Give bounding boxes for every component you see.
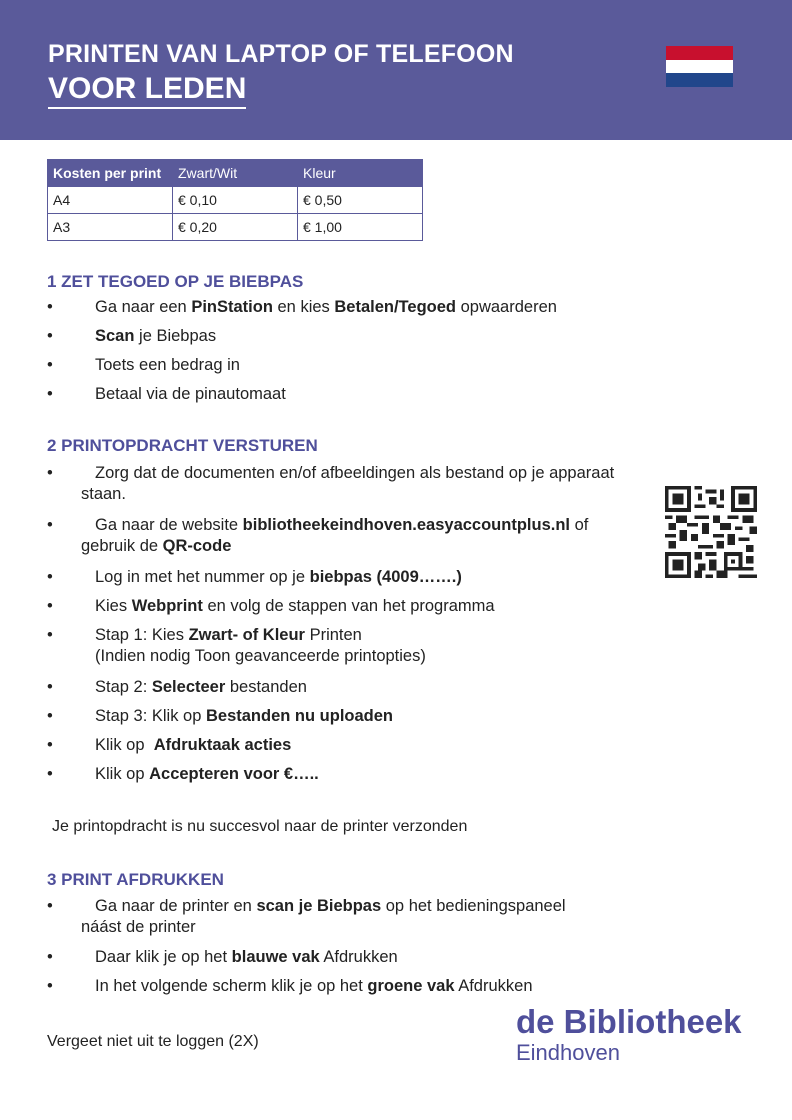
bullet: •	[47, 516, 53, 534]
library-logo-subtitle: Eindhoven	[516, 1040, 620, 1065]
table-row	[48, 187, 423, 214]
confirmation-text: Je printopdracht is nu succesvol naar de printer verzonden	[52, 818, 468, 835]
bullet: •	[47, 356, 53, 374]
bullet: •	[47, 464, 53, 482]
table-row	[48, 214, 423, 241]
table-header-cell: Zwart/Wit	[173, 160, 298, 187]
bullet: •	[47, 977, 53, 995]
footer-note: Vergeet niet uit te loggen (2X)	[47, 1033, 259, 1050]
bullet: •	[47, 327, 53, 345]
bullet: •	[47, 897, 53, 915]
section3-title: 3 PRINT AFDRUKKEN	[47, 870, 224, 889]
table-cell: € 0,20	[173, 214, 298, 241]
table-cell: A4	[48, 187, 173, 214]
section2-title: 2 PRINTOPDRACHT VERSTUREN	[47, 436, 318, 455]
bullet: •	[47, 597, 53, 615]
bullet: •	[47, 736, 53, 754]
table-cell: € 0,50	[298, 187, 423, 214]
bullet: •	[47, 385, 53, 403]
bullet: •	[47, 626, 53, 644]
table-cell: € 0,10	[173, 187, 298, 214]
table-cell: A3	[48, 214, 173, 241]
bullet: •	[47, 948, 53, 966]
bullet: •	[47, 298, 53, 316]
library-logo: de Bibliotheek	[516, 1003, 742, 1040]
dutch-flag-icon	[666, 46, 733, 87]
section1-title: 1 ZET TEGOED OP JE BIEBPAS	[47, 272, 304, 291]
page-subtitle: VOOR LEDEN	[48, 72, 246, 109]
bullet: •	[47, 678, 53, 696]
page-header	[0, 0, 792, 140]
bullet: •	[47, 765, 53, 783]
costs-table	[47, 159, 423, 241]
bullet: •	[47, 568, 53, 586]
table-cell: € 1,00	[298, 214, 423, 241]
bullet: •	[47, 707, 53, 725]
qr-code-icon	[665, 486, 757, 578]
table-header-cell: Kleur	[298, 160, 423, 187]
table-header-cell: Kosten per print	[48, 160, 173, 187]
table-header-row	[48, 160, 423, 187]
page-title: PRINTEN VAN LAPTOP OF TELEFOON	[48, 40, 514, 68]
